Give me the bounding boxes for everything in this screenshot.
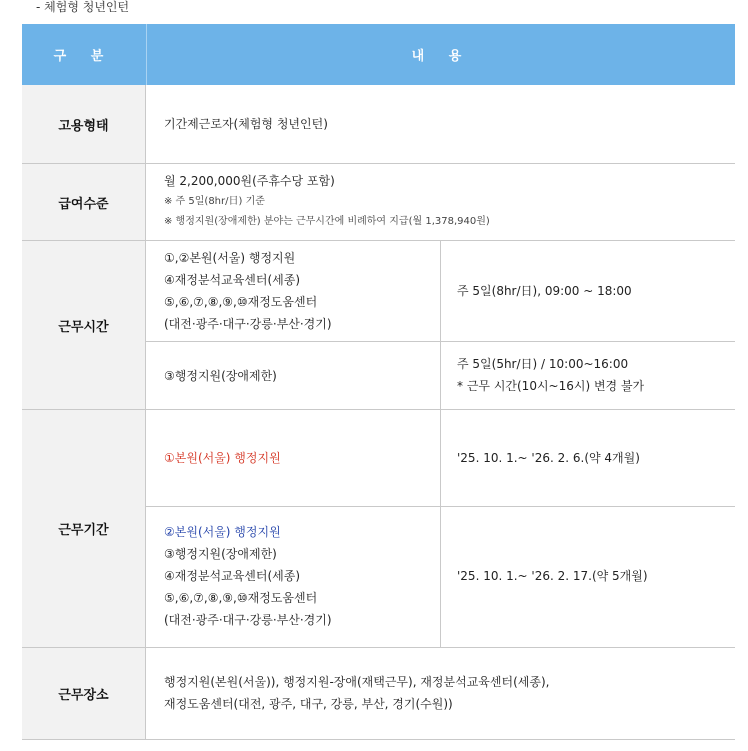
period-row1-right: '25. 10. 1.~ '26. 2. 6.(약 4개월) [457,451,640,465]
list-item: ⑤,⑥,⑦,⑧,⑨,⑩재정도움센터 [164,295,318,309]
table-row-hours [22,241,735,410]
list-item: ①,②본원(서울) 행정지원 [164,251,296,265]
section-title: - 체험형 청년인턴 [36,0,130,14]
table-row-salary [22,164,735,241]
list-item: 재정도움센터(대전, 광주, 대구, 강릉, 부산, 경기(수원)) [164,697,453,711]
header-category: 구 분 [53,49,114,64]
location-value [164,671,549,715]
salary-note-2: ※ 행정지원(장애제한) 분야는 근무시간에 비례하여 지급(월 1,378,940원) [164,216,490,227]
header-content: 내 용 [146,24,736,85]
table-row-location [22,648,735,740]
row-label-employment: 고용형태 [22,85,146,163]
column-divider [440,410,441,647]
list-item-highlight: ②본원(서울) 행정지원 [164,525,281,539]
row-label-location: 근무장소 [22,648,146,739]
period-row2-left [164,521,332,631]
table-row-employment [22,85,735,164]
hours-row2-right [457,353,644,397]
list-item: 행정지원(본원(서울)), 행정지원-장애(재택근무), 재정분석교육센터(세종), [164,675,550,689]
table-row-period [22,410,735,648]
row-label-salary: 급여수준 [22,164,146,240]
hours-row1-left [164,247,332,335]
list-item: (대전·광주·대구·강릉·부산·경기) [164,613,332,627]
list-item: (대전·광주·대구·강릉·부산·경기) [164,317,332,331]
period-row2-right: '25. 10. 1.~ '26. 2. 17.(약 5개월) [457,569,648,583]
row-divider [146,506,735,507]
row-label-period: 근무기간 [22,410,146,647]
row-label-hours: 근무시간 [22,241,146,409]
period-row1-left: ①본원(서울) 행정지원 [164,451,281,465]
salary-note-1: ※ 주 5일(8hr/日) 기준 [164,196,265,207]
list-item: ④재정분석교육센터(세종) [164,569,301,583]
hours-row1-right: 주 5일(8hr/日), 09:00 ~ 18:00 [457,284,632,298]
salary-main: 월 2,200,000원(주휴수당 포함) [164,174,335,188]
list-item: 주 5일(5hr/日) / 10:00~16:00 [457,357,629,371]
column-divider [440,241,441,409]
table-header [22,24,735,85]
list-item: ⑤,⑥,⑦,⑧,⑨,⑩재정도움센터 [164,591,318,605]
list-item: ③행정지원(장애제한) [164,547,277,561]
list-item: * 근무 시간(10시~16시) 변경 불가 [457,379,645,393]
hours-row2-left: ③행정지원(장애제한) [164,369,277,383]
employment-value: 기간제근로자(체험형 청년인턴) [164,117,328,131]
list-item: ④재정분석교육센터(세종) [164,273,301,287]
row-divider [146,341,735,342]
